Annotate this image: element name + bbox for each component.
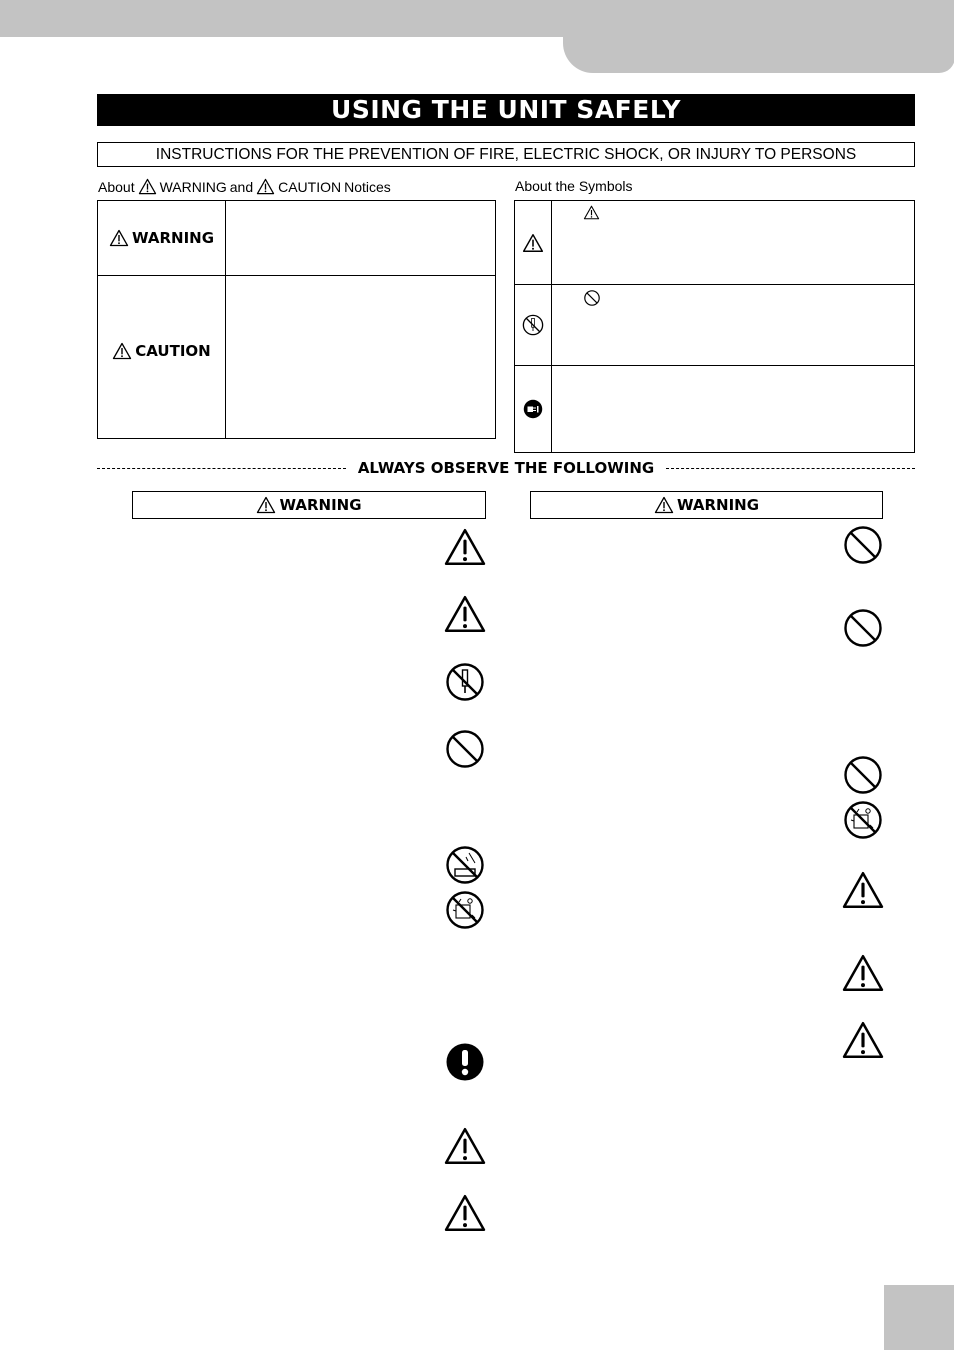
prohibited-icon: [583, 289, 601, 307]
table-divider: [225, 201, 226, 438]
caution-triangle-icon: [522, 233, 544, 253]
left-warning-heading: [132, 491, 486, 519]
header-tab: [563, 20, 954, 73]
always-observe-heading: ALWAYS OBSERVE THE FOLLOWING: [357, 459, 655, 477]
caution-triangle-icon: [842, 1021, 884, 1059]
right-warning-label: WARNING: [676, 496, 760, 514]
prohibited-disassemble-icon: [522, 314, 544, 336]
caution-triangle-icon: [444, 595, 486, 633]
symbols-table: [514, 200, 915, 453]
caution-triangle-icon: [842, 954, 884, 992]
prohibited-icon: [445, 729, 485, 769]
mandatory-exclamation-icon: [445, 1042, 485, 1082]
symbols-header: About the Symbols: [515, 178, 633, 194]
warning-triangle-icon: [654, 496, 674, 514]
symbol-row-1: [515, 201, 551, 284]
symbol-row-2: [515, 285, 551, 365]
warning-triangle-icon: [256, 496, 276, 514]
prohibited-icon: [843, 608, 883, 648]
always-observe-divider: [97, 457, 915, 479]
caution-triangle-icon: [583, 205, 600, 220]
instructions-banner: INSTRUCTIONS FOR THE PREVENTION OF FIRE, ELECTRIC SHOCK, OR INJURY TO PERSONS: [97, 142, 915, 167]
notices-and-text: and: [229, 178, 254, 195]
page-title: USING THE UNIT SAFELY: [97, 94, 915, 126]
caution-notice-label: [98, 276, 225, 426]
caution-triangle-icon: [444, 528, 486, 566]
prohibited-child-icon: [445, 890, 485, 930]
table-divider: [551, 201, 552, 452]
caution-triangle-icon: [112, 342, 132, 360]
unplug-icon: [523, 399, 543, 419]
notices-header: [98, 178, 391, 195]
prohibited-child-icon: [843, 800, 883, 840]
dashed-line: [666, 468, 915, 469]
caution-label-text: CAUTION: [135, 342, 211, 360]
warning-triangle-icon: [109, 229, 129, 247]
warning-label-text: WARNING: [131, 229, 215, 247]
dashed-line: [97, 468, 346, 469]
caution-triangle-icon: [842, 871, 884, 909]
left-warning-label: WARNING: [279, 496, 362, 514]
notices-table: [97, 200, 496, 439]
prohibited-icon: [843, 755, 883, 795]
caution-triangle-icon: [444, 1194, 486, 1232]
table-divider: [515, 284, 914, 285]
prohibited-disassemble-icon: [445, 662, 485, 702]
warning-triangle-icon: [138, 178, 157, 195]
right-warning-heading: [530, 491, 883, 519]
table-divider: [515, 365, 914, 366]
prohibited-icon: [843, 525, 883, 565]
caution-triangle-icon: [444, 1127, 486, 1165]
notices-notices-text: Notices: [344, 178, 391, 195]
notices-caution-text: CAUTION: [278, 178, 342, 195]
page-corner-tab: [884, 1285, 954, 1350]
caution-triangle-icon: [256, 178, 275, 195]
symbol-row-3: [515, 366, 551, 452]
notices-about-text: About: [98, 178, 135, 195]
warning-notice-label: [98, 201, 225, 275]
notices-warning-text: WARNING: [159, 178, 227, 195]
prohibited-water-icon: [445, 845, 485, 885]
